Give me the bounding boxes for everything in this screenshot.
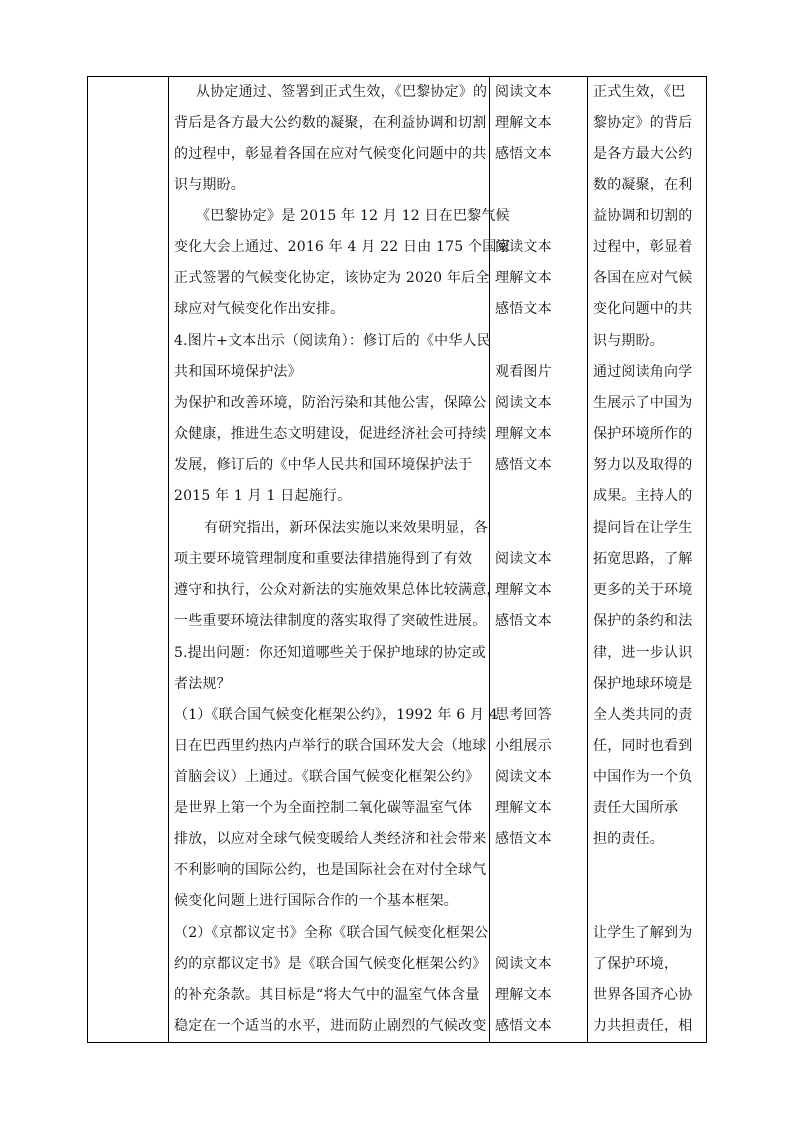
content-line: 背后是各方最大公约数的凝聚，在利益协调和切割 (174, 115, 487, 131)
activity-item: 理解文本 (495, 582, 552, 598)
intent-line: 世界各国齐心协 (593, 987, 693, 1003)
activity-item: 感悟文本 (495, 1018, 552, 1034)
activity-item: 小组展示 (495, 738, 552, 754)
column-divider (168, 77, 169, 1042)
intent-line: 通过阅读角向学 (593, 364, 693, 380)
intent-line: 正式生效，《巴 (593, 84, 686, 100)
intent-line: 律，进一步认识 (593, 645, 693, 661)
activity-item: 阅读文本 (495, 84, 552, 100)
content-line: 约的京都议定书》是《联合国气候变化框架公约》 (174, 956, 487, 972)
intent-line: 保护环境所作的 (593, 426, 693, 442)
content-line: 共和国环境保护法》 (174, 364, 302, 380)
content-line: 正式签署的气候变化协定，该协定为 2020 年后全 (174, 270, 490, 286)
content-line: 首脑会议）上通过。《联合国气候变化框架公约》 (174, 769, 480, 785)
content-line: 是世界上第一个为全面控制二氧化碳等温室气体 (174, 800, 473, 816)
content-line: 排放，以应对全球气候变暖给人类经济和社会带来 (174, 831, 487, 847)
content-line: 发展，修订后的《中华人民共和国环境保护法于 (174, 457, 473, 473)
content-line: 2015 年 1 月 1 日起施行。 (174, 488, 352, 504)
activity-item: 感悟文本 (495, 457, 552, 473)
activity-item: 阅读文本 (495, 395, 552, 411)
intent-line: 了保护环境， (593, 956, 679, 972)
content-line: 《巴黎协定》是 2015 年 12 月 12 日在巴黎气候 (196, 208, 510, 224)
lesson-plan-table (87, 76, 707, 1043)
content-line: （1）《联合国气候变化框架公约》，1992 年 6 月 4 (174, 707, 498, 723)
content-line: 稳定在一个适当的水平，进而防止剧烈的气候改变 (174, 1018, 487, 1034)
activity-item: 阅读文本 (495, 769, 552, 785)
intent-line: 力共担责任，相 (593, 1018, 693, 1034)
activity-item: 理解文本 (495, 270, 552, 286)
activity-item: 感悟文本 (495, 613, 552, 629)
intent-line: 各国在应对气候 (593, 270, 693, 286)
activity-item: 理解文本 (495, 800, 552, 816)
activity-item: 阅读文本 (495, 239, 552, 255)
intent-line: 保护地球环境是 (593, 676, 693, 692)
intent-line: 中国作为一个负 (593, 769, 693, 785)
intent-line: 担的责任。 (593, 831, 664, 847)
activity-item: 理解文本 (495, 115, 552, 131)
intent-line: 保护的条约和法 (593, 613, 693, 629)
intent-line: 成果。主持人的 (593, 488, 693, 504)
activity-item: 阅读文本 (495, 551, 552, 567)
intent-line: 全人类共同的责 (593, 707, 693, 723)
activity-item: 阅读文本 (495, 956, 552, 972)
content-line: 的过程中，彰显着各国在应对气候变化问题中的共 (174, 146, 487, 162)
intent-line: 黎协定》的背后 (593, 115, 693, 131)
content-line: 4.图片+文本出示（阅读角）：修订后的《中华人民 (174, 333, 491, 349)
intent-line: 生展示了中国为 (593, 395, 693, 411)
activity-item: 理解文本 (495, 426, 552, 442)
intent-line: 益协调和切割的 (593, 208, 693, 224)
content-line: 5.提出问题：你还知道哪些关于保护地球的协定或 (174, 645, 486, 661)
activity-item: 思考回答 (495, 707, 552, 723)
intent-line: 提问旨在让学生 (593, 520, 693, 536)
intent-line: 数的凝聚，在利 (593, 177, 693, 193)
content-line: 从协定通过、签署到正式生效，《巴黎协定》的 (196, 84, 488, 100)
content-line: 不利影响的国际公约，也是国际社会在对付全球气 (174, 862, 487, 878)
content-line: 识与期盼。 (174, 177, 245, 193)
intent-line: 识与期盼。 (593, 333, 664, 349)
intent-line: 让学生了解到为 (593, 925, 693, 941)
intent-line: 变化问题中的共 (593, 301, 693, 317)
intent-line: 责任大国所承 (593, 800, 679, 816)
content-line: 众健康，推进生态文明建设，促进经济社会可持续 (174, 426, 487, 442)
content-line: （2）《京都议定书》全称《联合国气候变化框架公 (174, 925, 489, 941)
intent-line: 是各方最大公约 (593, 146, 693, 162)
activity-item: 理解文本 (495, 987, 552, 1003)
content-line: 有研究指出，新环保法实施以来效果明显，各 (204, 520, 488, 536)
content-line: 者法规？ (174, 676, 231, 692)
content-line: 变化大会上通过、2016 年 4 月 22 日由 175 个国家 (174, 239, 511, 255)
intent-line: 努力以及取得的 (593, 457, 693, 473)
content-line: 候变化问题上进行国际合作的一个基本框架。 (174, 893, 458, 909)
column-divider (587, 77, 588, 1042)
intent-line: 过程中，彰显着 (593, 239, 693, 255)
intent-line: 任，同时也看到 (593, 738, 693, 754)
activity-item: 观看图片 (495, 364, 552, 380)
intent-line: 拓宽思路，了解 (593, 551, 693, 567)
intent-line: 更多的关于环境 (593, 582, 693, 598)
content-line: 遵守和执行，公众对新法的实施效果总体比较满意， (174, 582, 501, 598)
activity-item: 感悟文本 (495, 831, 552, 847)
content-line: 项主要环境管理制度和重要法律措施得到了有效 (174, 551, 473, 567)
content-line: 日在巴西里约热内卢举行的联合国环发大会（地球 (174, 738, 487, 754)
content-line: 的补充条款。其目标是“将大气中的温室气体含量 (174, 987, 480, 1003)
content-line: 球应对气候变化作出安排。 (174, 301, 345, 317)
content-line: 为保护和改善环境，防治污染和其他公害，保障公 (174, 395, 487, 411)
activity-item: 感悟文本 (495, 301, 552, 317)
activity-item: 感悟文本 (495, 146, 552, 162)
content-line: 一些重要环境法律制度的落实取得了突破性进展。 (174, 613, 487, 629)
